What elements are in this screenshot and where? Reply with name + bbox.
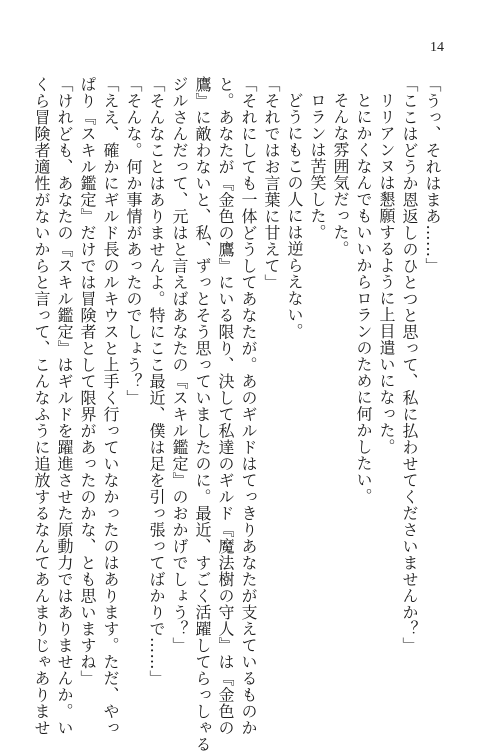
- text-line: ジルさんだって、元はと言えばあなたの『スキル鑑定』のおかげでしょう？」: [170, 76, 189, 654]
- text-line: 「そんな。何か事情があったのでしょう？」: [124, 76, 143, 406]
- text-line: 「それではお言葉に甘えて」: [262, 76, 281, 291]
- text-line: 「ここはどうか恩返しのひとつと思って、私に払わせてくださいませんか？」: [400, 76, 419, 654]
- text-line: ロランは苦笑した。: [308, 92, 327, 241]
- text-line: 「けれども、あなたの『スキル鑑定』はギルドを躍進させた原動力ではありませんか。い: [55, 76, 74, 736]
- text-line: とにかくなんでもいいからロランのために何かしたい。: [354, 92, 373, 505]
- text-line: 鷹』に敵わないと、私、ずっとそう思っていましたのに。最近、すごく活躍してらっしゃる: [193, 76, 212, 753]
- text-line: ぱり『スキル鑑定』だけでは冒険者として限界があったのかな、とも思いますね」: [78, 76, 97, 687]
- text-line: リリアンヌは懇願するように上目遣いになった。: [377, 92, 396, 455]
- body-text: [30, 76, 444, 753]
- text-line: 「うっ、それはまあ……」: [423, 76, 442, 274]
- page-number: 14: [430, 40, 444, 55]
- text-line: と。あなたが『金色の鷹』にいる限り、決して私達のギルド『魔法樹の守人』は『金色の: [216, 76, 235, 736]
- text-line: 「そんなことはありませんよ。特にここ最近、僕は足を引っ張ってばかりで……」: [147, 76, 166, 687]
- text-line: どうにもこの人には逆らえない。: [285, 92, 304, 340]
- text-line: 「ええ、確かにギルド長のルキウスと上手く行っていなかったのはあります。ただ、やっ: [101, 76, 120, 736]
- text-line: くら冒険者適性がないからと言って、こんなふうに追放するなんてあんまりじゃありませ: [32, 76, 51, 736]
- text-line: そんな雰囲気だった。: [331, 92, 350, 257]
- text-line: 「それにしても一体どうしてあなたが。あのギルドはてっきりあなたが支えているものか: [239, 76, 258, 736]
